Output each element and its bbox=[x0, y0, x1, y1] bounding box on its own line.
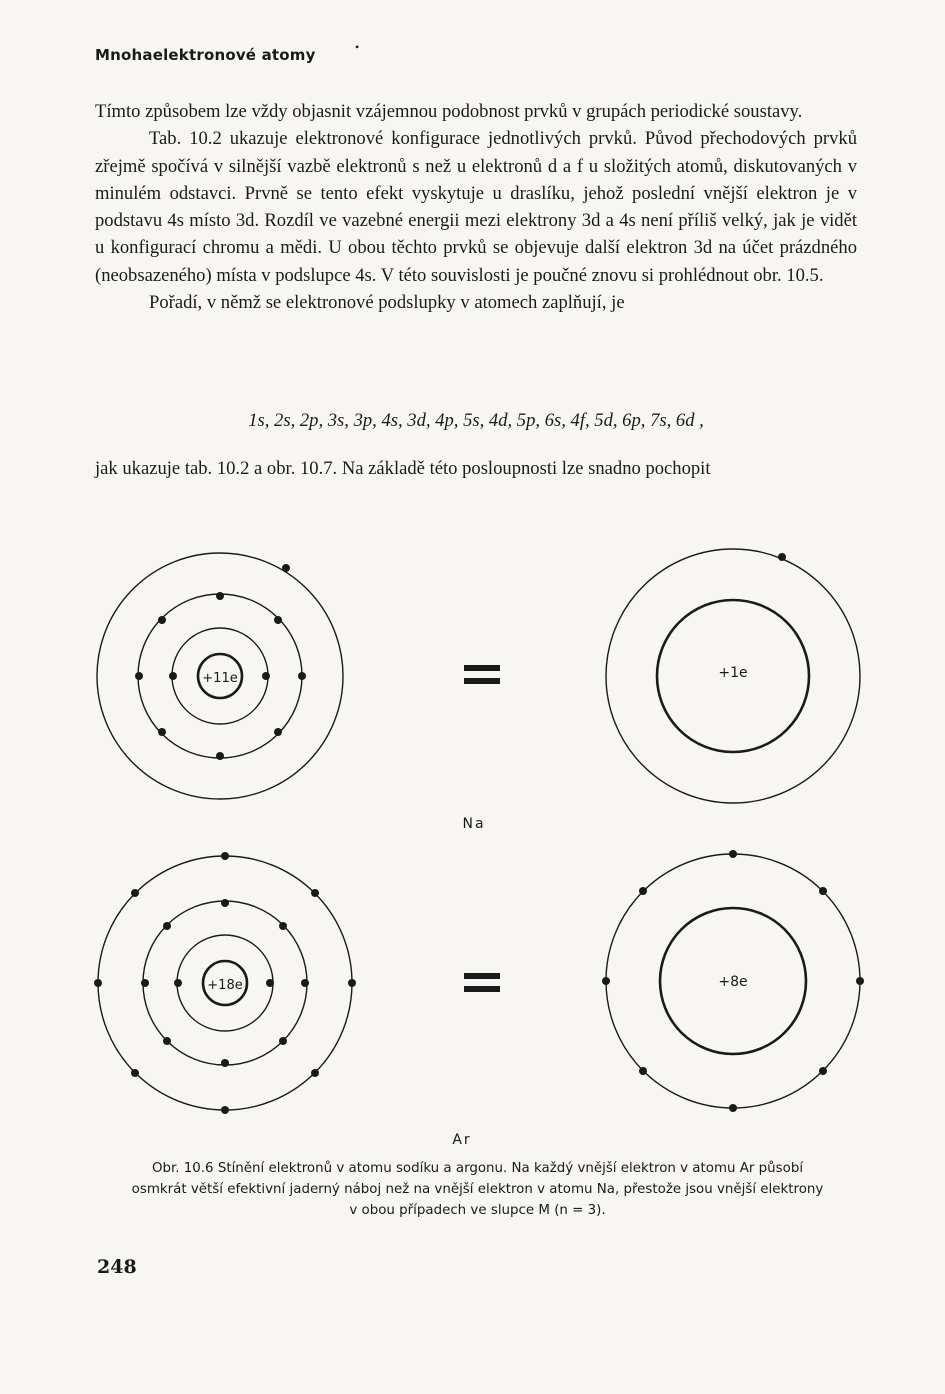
subshell-order-formula: 1s, 2s, 2p, 3s, 3p, 4s, 3d, 4p, 5s, 4d, 5p, 6s, 4f, 5d, 6p, 7s, 6d , bbox=[248, 410, 704, 431]
figure-caption bbox=[90, 1158, 865, 1221]
na-electron bbox=[262, 672, 270, 680]
ar-eff-valence-electron bbox=[639, 1067, 647, 1075]
ar-electron bbox=[141, 979, 149, 987]
ar-eff-valence-electron bbox=[729, 850, 737, 858]
ar-electron bbox=[221, 1059, 229, 1067]
ar-electron bbox=[279, 922, 287, 930]
ar-eff-valence-electron bbox=[856, 977, 864, 985]
ar-valence-electron bbox=[221, 1106, 229, 1114]
na-electron bbox=[169, 672, 177, 680]
ar-valence-electron bbox=[94, 979, 102, 987]
na-electron bbox=[158, 728, 166, 736]
ar-valence-electron bbox=[348, 979, 356, 987]
ar-effective-charge: +8e bbox=[718, 974, 748, 990]
na-valence-electron bbox=[282, 564, 290, 572]
na-eff-valence-electron bbox=[778, 553, 786, 561]
ar-nucleus-charge: +18e bbox=[207, 978, 243, 993]
paragraph-3: Pořadí, v němž se elektronové podslupky v atomech zaplňují, je bbox=[149, 292, 625, 314]
ar-electron bbox=[301, 979, 309, 987]
caption-line-1: Obr. 10.6 Stínění elektronů v atomu sodíku a argonu. Na každý vnější elektron v atomu Ar působí bbox=[151, 1161, 804, 1176]
ar-valence-electron bbox=[131, 1069, 139, 1077]
ar-electron bbox=[221, 899, 229, 907]
na-electron bbox=[216, 592, 224, 600]
ar-electron bbox=[163, 1037, 171, 1045]
caption-line-3: v obou případech ve slupce M (n = 3). bbox=[349, 1203, 606, 1218]
na-electron bbox=[274, 728, 282, 736]
ar-eff-valence-electron bbox=[639, 887, 647, 895]
ar-eff-valence-electron bbox=[819, 887, 827, 895]
na-electron bbox=[298, 672, 306, 680]
ar-eff-valence-electron bbox=[602, 977, 610, 985]
ar-valence-electron bbox=[311, 889, 319, 897]
equals-bar bbox=[464, 678, 500, 684]
na-electron bbox=[274, 616, 282, 624]
equals-bar bbox=[464, 973, 500, 979]
na-nucleus-charge: +11e bbox=[202, 671, 238, 686]
ar-electron bbox=[163, 922, 171, 930]
ar-valence-electron bbox=[221, 852, 229, 860]
ar-valence-electron bbox=[131, 889, 139, 897]
equals-bar bbox=[464, 986, 500, 992]
equals-bar bbox=[464, 665, 500, 671]
paragraph-2: Tab. 10.2 ukazuje elektronové konfigurace jednotlivých prvků. Původ přechodových prvků zřejmě spočívá v silnější vazbě elektronů s než u elektronů d a f u složitých atomů, diskutovaných v minulém odstavci. Prvně se tento efekt vyskytuje u draslíku, jehož poslední vnější elektron je v podstavu 4s místo 3d. Rozdíl ve vazebné energii mezi elektrony 3d a 4s není příliš velký, jak je vidět u konfigurací chromu a mědi. U obou těchto prvků se objevuje další elektron 3d na účet prázdného (neobsazeného) místa v podslupce 4s. V této souvislosti je poučné znovu si prohlédnout obr. 10.5. bbox=[95, 128, 857, 286]
ar-electron bbox=[266, 979, 274, 987]
ar-eff-valence-electron bbox=[729, 1104, 737, 1112]
ar-label: Ar bbox=[452, 1132, 472, 1148]
ar-electron bbox=[174, 979, 182, 987]
na-electron bbox=[135, 672, 143, 680]
na-electron bbox=[158, 616, 166, 624]
na-electron bbox=[216, 752, 224, 760]
na-label: Na bbox=[462, 816, 486, 832]
page-number: 248 bbox=[97, 1256, 137, 1278]
ar-valence-electron bbox=[311, 1069, 319, 1077]
header-mark: • bbox=[355, 40, 360, 54]
ar-electron bbox=[279, 1037, 287, 1045]
paragraph-1: Tímto způsobem lze vždy objasnit vzájemnou podobnost prvků v grupách periodické soustavy. bbox=[95, 101, 803, 122]
ar-eff-valence-electron bbox=[819, 1067, 827, 1075]
running-header: Mnohaelektronové atomy bbox=[95, 46, 316, 64]
caption-line-2: osmkrát větší efektivní jaderný náboj než na vnější elektron v atomu Na, přestože jsou vnější elektrony bbox=[131, 1182, 824, 1197]
paragraph-after-formula: jak ukazuje tab. 10.2 a obr. 10.7. Na základě této posloupnosti lze snadno pochopit bbox=[95, 458, 711, 479]
na-effective-charge: +1e bbox=[718, 665, 748, 681]
